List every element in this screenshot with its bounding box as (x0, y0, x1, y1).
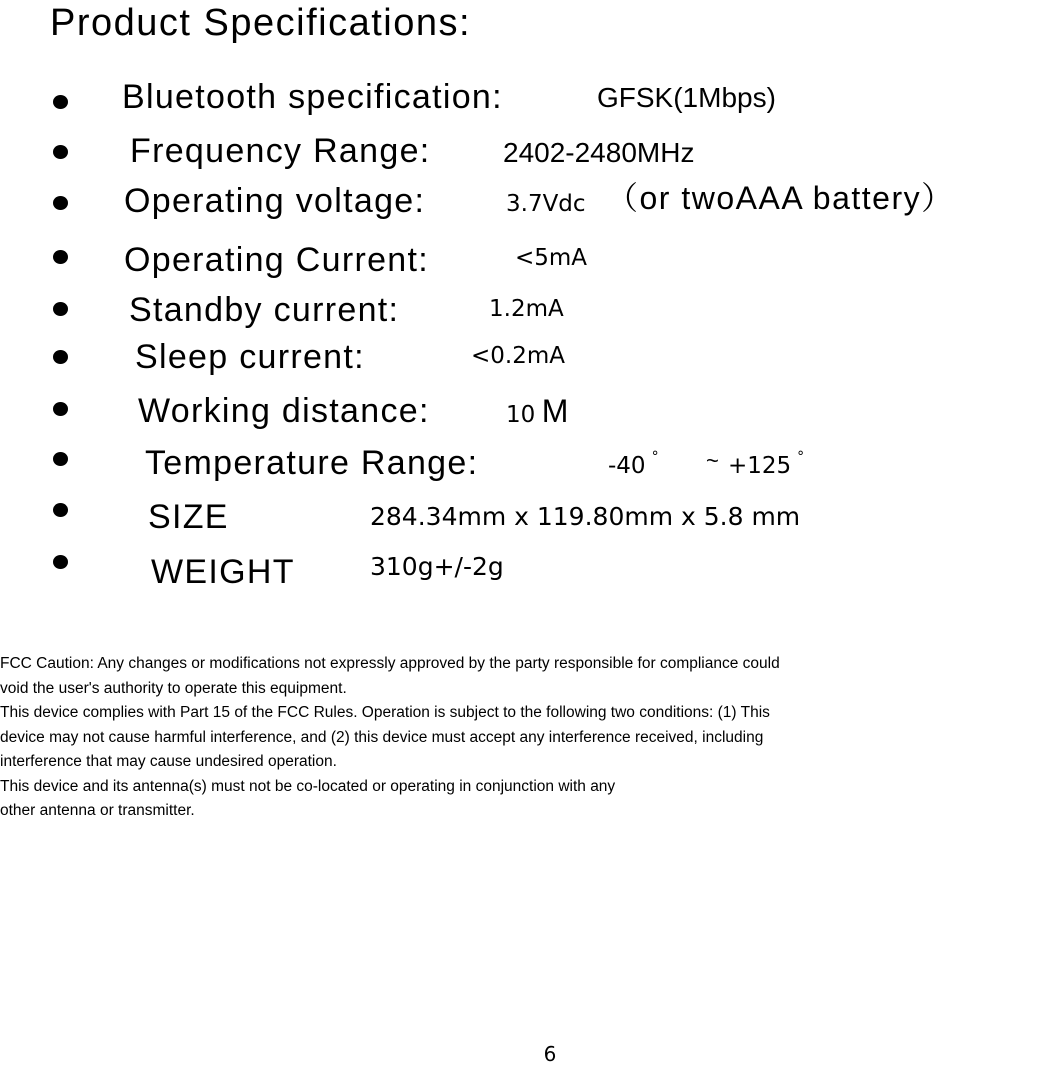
fcc-line: This device and its antenna(s) must not be co-located or operating in conjunction with any (0, 777, 616, 795)
bullet-icon (53, 555, 68, 569)
spec-value-temperature-high: +125 ° (728, 449, 805, 479)
fcc-line: other antenna or transmitter. (0, 802, 195, 819)
spec-label-standby-current: Standby current: (129, 291, 400, 329)
fcc-statement (0, 652, 1047, 824)
bullet-icon (53, 402, 68, 416)
distance-number: 10 (506, 402, 536, 428)
spec-value-temperature-tilde: ~ (706, 448, 719, 473)
spec-label-temperature-range: Temperature Range: (145, 444, 479, 482)
spec-label-working-distance: Working distance: (138, 392, 430, 430)
spec-value-bluetooth: GFSK(1Mbps) (597, 82, 776, 113)
spec-value-temperature-low: -40 ° (608, 449, 659, 479)
spec-value-operating-current: <5mA (515, 245, 588, 271)
bullet-icon (53, 196, 68, 210)
bullet-icon (53, 503, 68, 517)
spec-label-frequency: Frequency Range: (130, 132, 431, 170)
page-title: Product Specifications: (50, 2, 472, 44)
spec-label-sleep-current: Sleep current: (135, 338, 365, 376)
spec-label-bluetooth: Bluetooth specification: (122, 78, 503, 116)
spec-label-weight: WEIGHT (151, 553, 295, 591)
fcc-line: This device complies with Part 15 of the FCC Rules. Operation is subject to the following two conditions: (1) This (0, 704, 770, 721)
bullet-icon (53, 302, 68, 316)
spec-label-voltage: Operating voltage: (124, 182, 426, 220)
spec-value-voltage: 3.7Vdc (506, 191, 586, 217)
spec-value-sleep-current: <0.2mA (471, 343, 565, 369)
bullet-icon (53, 145, 68, 159)
spec-value-frequency: 2402-2480MHz (503, 137, 695, 168)
spec-label-size: SIZE (148, 498, 229, 536)
fcc-line: device may not cause harmful interference, and (2) this device must accept any interference received, including (0, 728, 764, 746)
bullet-icon (53, 95, 68, 109)
degree-symbol: ° (651, 449, 659, 465)
spec-label-operating-current: Operating Current: (124, 241, 429, 279)
spec-value-weight: 310g+/-2g (370, 552, 504, 581)
spec-value-size: 284.34mm x 119.80mm x 5.8 mm (370, 502, 801, 531)
bullet-icon (53, 350, 68, 364)
bullet-icon (53, 250, 68, 264)
distance-unit: M (541, 393, 570, 429)
spec-value-working-distance (506, 393, 570, 436)
degree-symbol: ° (797, 449, 805, 465)
fcc-line: interference that may cause undesired operation. (0, 753, 337, 770)
spec-note-voltage: （or twoAAA battery） (606, 180, 955, 216)
page-number: 6 (543, 1042, 557, 1066)
fcc-line: void the user's authority to operate this equipment. (0, 679, 347, 697)
fcc-line: FCC Caution: Any changes or modifications not expressly approved by the party responsible for compliance could (0, 655, 780, 672)
spec-value-standby-current: 1.2mA (489, 296, 564, 322)
bullet-icon (53, 452, 68, 466)
